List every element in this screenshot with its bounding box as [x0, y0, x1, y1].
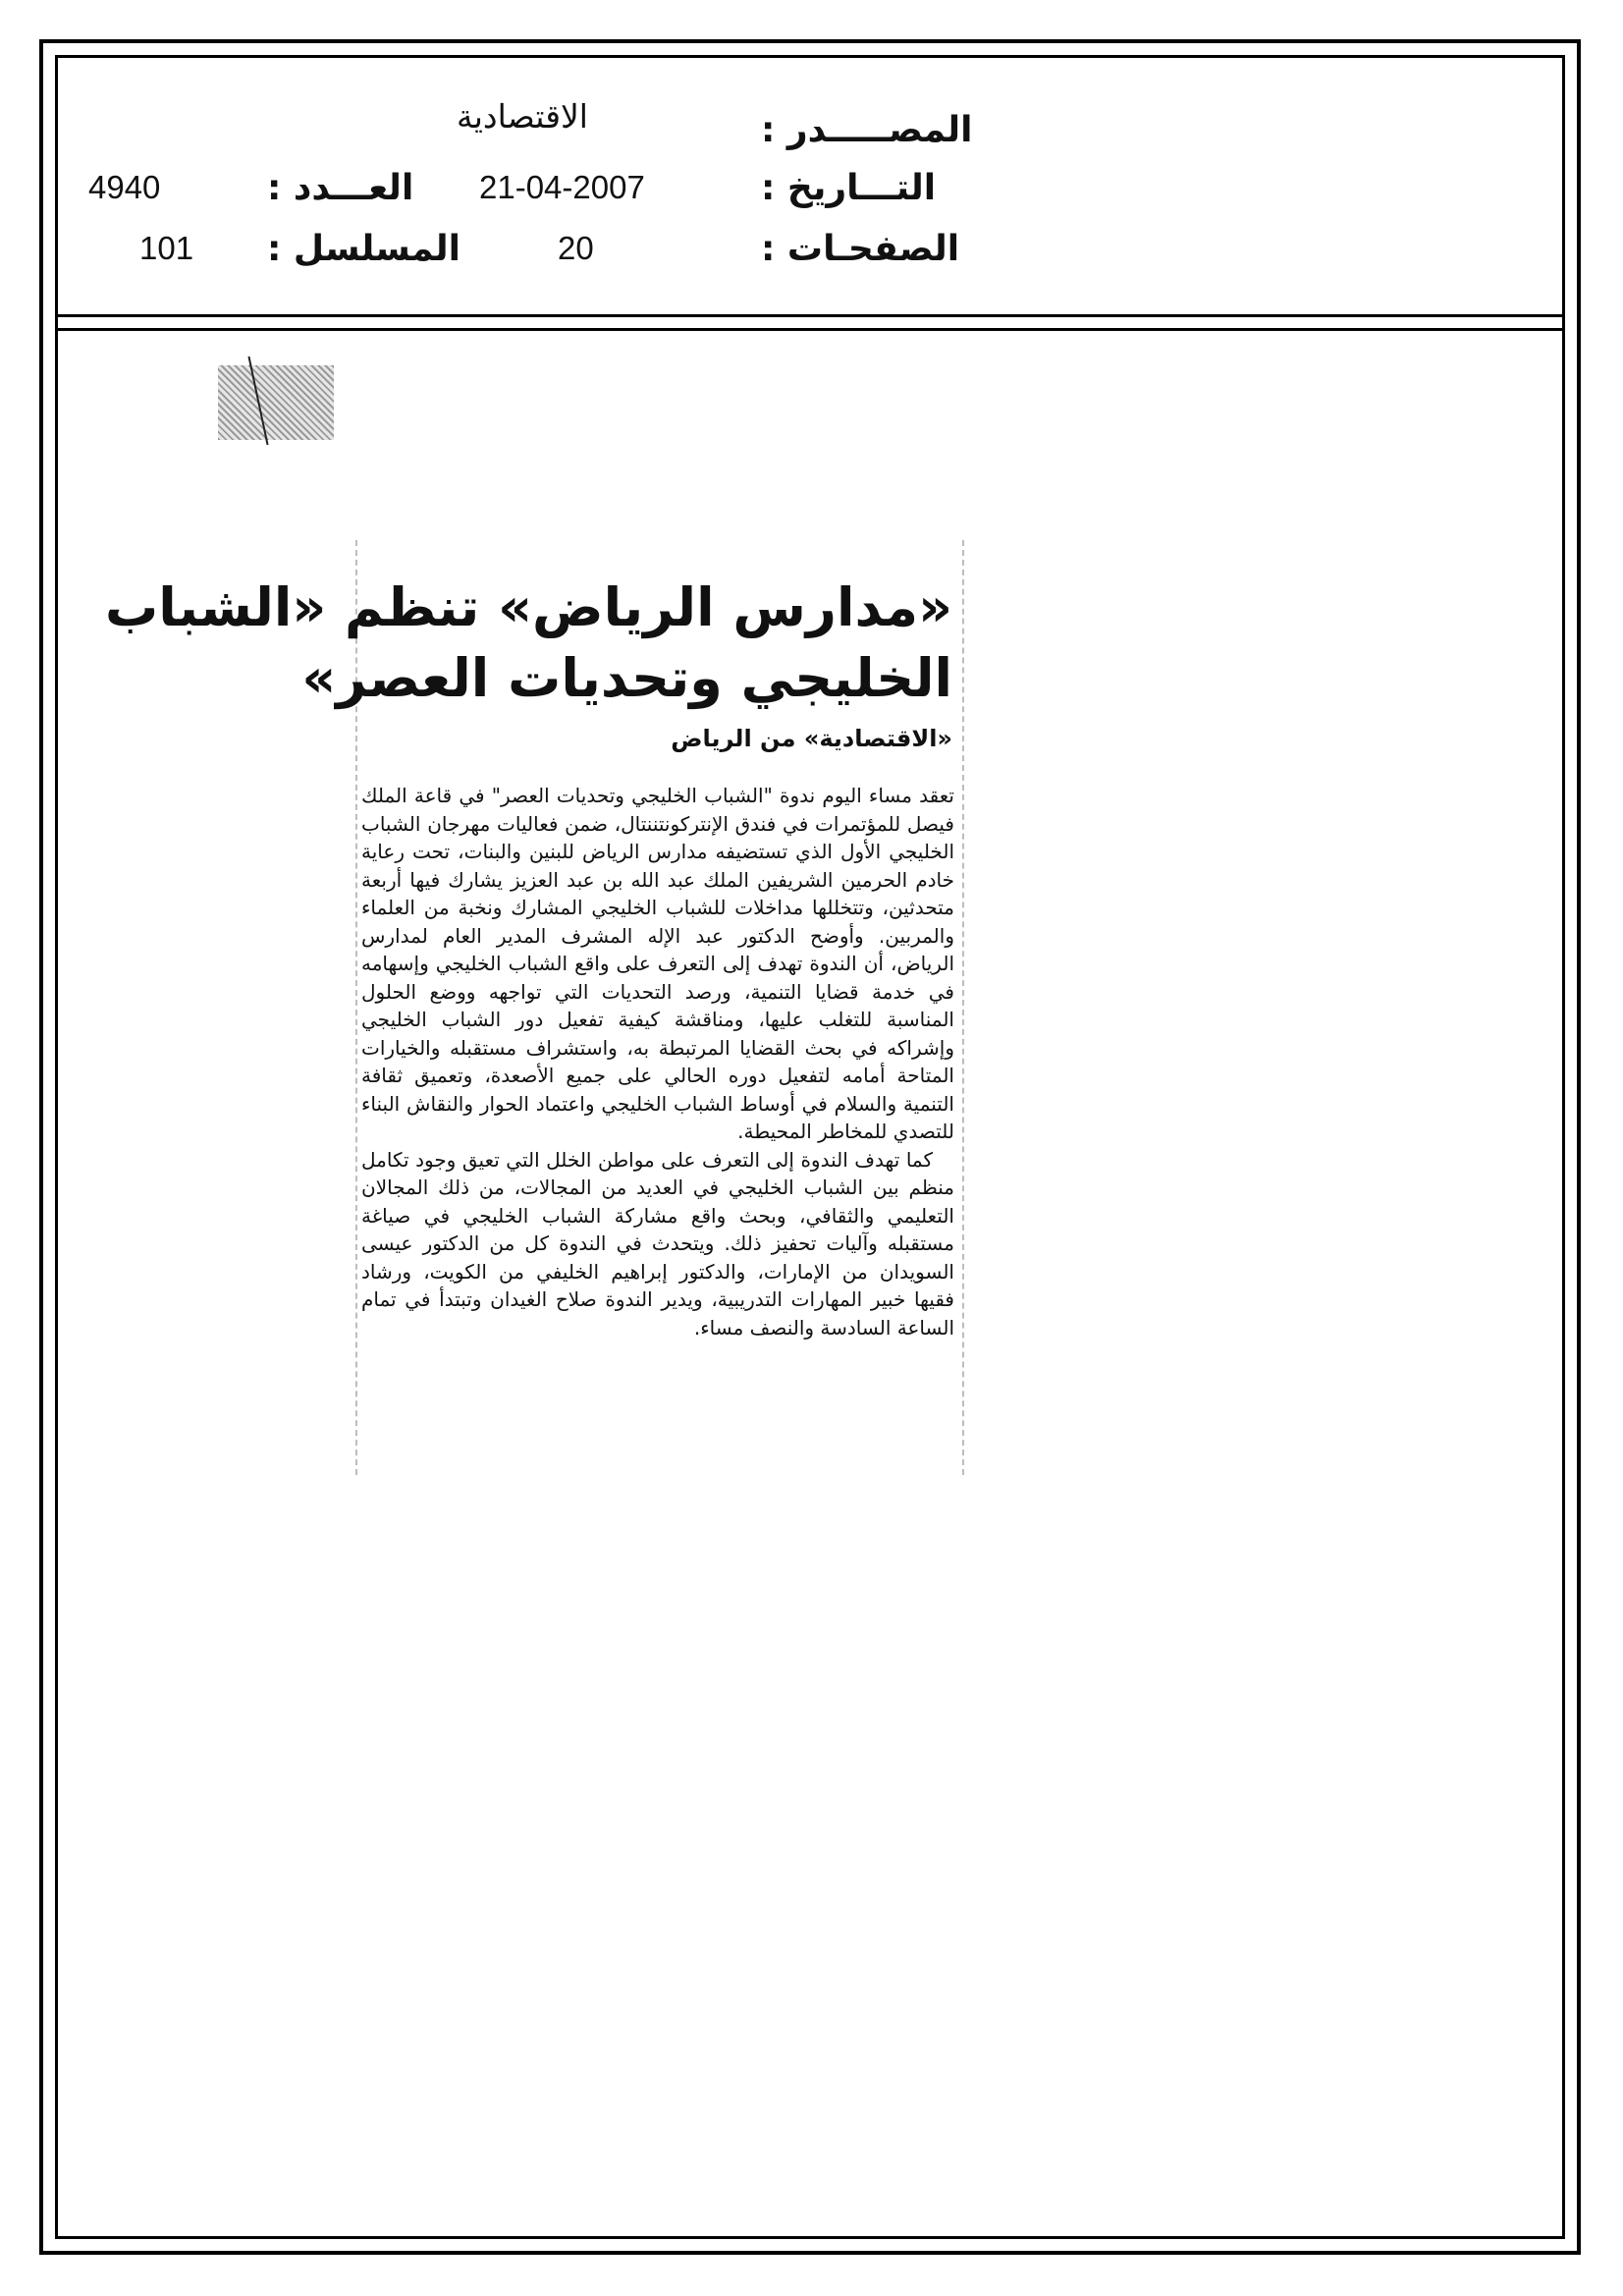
article-headline-line2: الخليجي وتحديات العصر» — [301, 647, 952, 709]
date-value: 21-04-2007 — [479, 169, 645, 205]
serial-label: المسلسل : — [267, 229, 461, 269]
article-paragraph-2: كما تهدف الندوة إلى التعرف على مواطن الخلل التي تعيق وجود تكامل منظم بين الشباب الخليجي في العديد من المجالات، من ذلك المجالان التعليمي والثقافي، وبحث واقع مشاركة الشباب الخليجي في صياغة مستقبله وآليات تحفيز ذلك. ويتحدث في الندوة كل من الدكتور عيسى السويدان من الإمارات، والدكتور إبراهيم الخليفي من الكويت، ورشاد فقيها خبير المهارات التدريبية، ويدير الندوة صلاح الغيدان وتبتدأ في تمام الساعة السادسة والنصف مساء. — [361, 1147, 954, 1339]
serial-value: 101 — [139, 230, 194, 266]
scanned-stamp — [218, 365, 334, 440]
source-label: المصـــــدر : — [761, 110, 973, 150]
article-byline: «الاقتصادية» من الرياض — [671, 725, 952, 752]
source-value: الاقتصادية — [457, 98, 588, 135]
date-label: التـــاريخ : — [761, 168, 937, 208]
article-body — [361, 782, 954, 1341]
issue-label: العـــدد : — [267, 168, 414, 208]
issue-value: 4940 — [88, 169, 161, 205]
article-paragraph-1: تعقد مساء اليوم ندوة "الشباب الخليجي وتحديات العصر" في قاعة الملك فيصل للمؤتمرات في فندق الإنتركونتننتال، ضمن فعاليات مهرجان الشباب الخليجي الأول الذي تستضيفه مدارس الرياض للبنين والبنات، تحت رعاية خادم الحرمين الشريفين الملك عبد الله بن عبد العزيز يشارك فيها أربعة متحدثين، وتتخللها مداخلات للشباب الخليجي المشارك ونخبة من العلماء والمربين. وأوضح الدكتور عبد الإله المشرف المدير العام لمدارس الرياض، أن الندوة تهدف إلى التعرف على واقع الشباب الخليجي وإسهامه في خدمة قضايا التنمية، ورصد التحديات التي تواجهه ووضع الحلول المناسبة للتغلب عليها، ومناقشة كيفية تفعيل دور الشباب الخليجي وإشراكه في بحث القضايا المرتبطة به، واستشراف مستقبله والخيارات المتاحة أمامه لتفعيل دوره الحالي على جميع الأصعدة، وتعميق ثقافة التنمية والسلام في أوساط الشباب الخليجي واعتماد الحوار والنقاش البناء للتصدي للمخاطر المحيطة. — [361, 784, 954, 1143]
pages-value: 20 — [558, 230, 594, 266]
article-headline-line1: «مدارس الرياض» تنظم «الشباب — [105, 576, 952, 638]
header-divider — [55, 314, 1565, 317]
header-divider-secondary — [55, 328, 1565, 331]
pages-label: الصفحـات : — [761, 229, 960, 269]
